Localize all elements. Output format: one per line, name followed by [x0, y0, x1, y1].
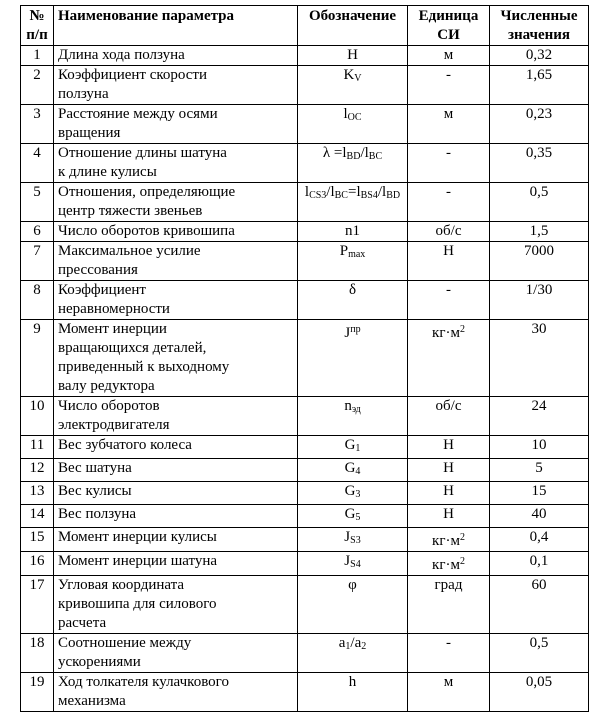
symbol-part: K	[343, 67, 355, 83]
parameter-name: Отношение длины шатуна к длине кулисы	[54, 144, 298, 183]
table-row	[21, 242, 589, 281]
table-row	[21, 105, 589, 144]
parameter-value: 5	[490, 459, 589, 482]
symbol-part: P	[339, 243, 349, 259]
parameter-name: Момент инерции шатуна	[54, 552, 298, 576]
row-number: 13	[21, 482, 54, 505]
parameter-symbol	[298, 436, 408, 459]
symbol-part: δ	[348, 282, 357, 298]
parameter-unit: м	[408, 673, 490, 712]
unit-part: 2	[459, 556, 465, 567]
parameter-value: 1,65	[490, 66, 589, 105]
parameter-symbol	[298, 242, 408, 281]
table-row	[21, 634, 589, 673]
parameter-value: 0,1	[490, 552, 589, 576]
unit-part: кг·м	[432, 533, 460, 549]
parameter-value: 0,5	[490, 183, 589, 222]
symbol-part: G	[344, 437, 356, 453]
symbol-part: G	[344, 506, 356, 522]
parameter-value: 0,5	[490, 634, 589, 673]
parameter-symbol	[298, 320, 408, 397]
header-value: Численные значения	[490, 6, 589, 46]
row-number: 2	[21, 66, 54, 105]
parameter-unit: -	[408, 183, 490, 222]
symbol-part: 5	[355, 512, 361, 523]
row-number: 10	[21, 397, 54, 436]
symbol-part: S4	[350, 559, 361, 570]
parameter-name: Вес ползуна	[54, 505, 298, 528]
parameter-name: Соотношение между ускорениями	[54, 634, 298, 673]
unit-part: кг·м	[432, 325, 460, 341]
parameter-value: 15	[490, 482, 589, 505]
parameter-name: Ход толкателя кулачкового механизма	[54, 673, 298, 712]
symbol-part: эд	[351, 404, 361, 415]
table-body	[21, 46, 589, 712]
parameter-symbol	[298, 66, 408, 105]
parameter-name: Коэффициент скорости ползуна	[54, 66, 298, 105]
parameter-name: Число оборотов кривошипа	[54, 222, 298, 242]
parameter-symbol	[298, 222, 408, 242]
parameter-name: Момент инерции кулисы	[54, 528, 298, 552]
row-number: 7	[21, 242, 54, 281]
parameter-value: 7000	[490, 242, 589, 281]
header-name: Наименование параметра	[54, 6, 298, 46]
parameter-unit: Н	[408, 436, 490, 459]
unit-part: 2	[459, 324, 465, 335]
row-number: 12	[21, 459, 54, 482]
table-header-row	[21, 6, 589, 46]
parameter-symbol	[298, 46, 408, 66]
parameter-name: Вес кулисы	[54, 482, 298, 505]
row-number: 11	[21, 436, 54, 459]
row-number: 9	[21, 320, 54, 397]
table-row	[21, 436, 589, 459]
symbol-part: J	[344, 553, 351, 569]
table-row	[21, 222, 589, 242]
symbol-part: G	[344, 460, 356, 476]
parameter-unit: м	[408, 46, 490, 66]
symbol-part: 2	[361, 641, 367, 652]
table-row	[21, 397, 589, 436]
table-row	[21, 505, 589, 528]
symbol-part: 1	[345, 641, 351, 652]
parameter-symbol	[298, 397, 408, 436]
parameter-value: 1/30	[490, 281, 589, 320]
row-number: 15	[21, 528, 54, 552]
header-unit: Единица СИ	[408, 6, 490, 46]
row-number: 3	[21, 105, 54, 144]
parameter-value: 0,32	[490, 46, 589, 66]
parameter-value: 0,35	[490, 144, 589, 183]
parameter-value: 0,4	[490, 528, 589, 552]
table-row	[21, 183, 589, 222]
row-number: 18	[21, 634, 54, 673]
parameter-symbol	[298, 105, 408, 144]
table-row	[21, 459, 589, 482]
table-row	[21, 552, 589, 576]
parameter-unit	[408, 320, 490, 397]
parameter-unit: Н	[408, 482, 490, 505]
parameter-unit: об/с	[408, 397, 490, 436]
parameter-symbol	[298, 459, 408, 482]
symbol-part: λ =l	[322, 145, 347, 161]
parameter-name: Вес зубчатого колеса	[54, 436, 298, 459]
table-row	[21, 144, 589, 183]
unit-part: 2	[459, 532, 465, 543]
symbol-part: CS3	[309, 190, 327, 201]
symbol-part: BS4	[360, 190, 378, 201]
row-number: 5	[21, 183, 54, 222]
symbol-part: BC	[334, 190, 348, 201]
parameter-symbol	[298, 673, 408, 712]
table-row	[21, 320, 589, 397]
symbol-part: OC	[347, 112, 362, 123]
parameter-name: Угловая координата кривошипа для силового расчета	[54, 576, 298, 634]
symbol-part: =l	[347, 184, 361, 200]
table-row	[21, 576, 589, 634]
symbol-part: BC	[368, 151, 383, 162]
row-number: 1	[21, 46, 54, 66]
symbol-part: l	[304, 184, 310, 200]
parameter-unit: Н	[408, 459, 490, 482]
parameters-table	[20, 5, 589, 712]
parameter-unit: м	[408, 105, 490, 144]
table-row	[21, 281, 589, 320]
table-row	[21, 673, 589, 712]
symbol-part: /l	[326, 184, 335, 200]
symbol-part: h	[348, 674, 357, 690]
parameter-symbol	[298, 281, 408, 320]
parameter-name: Отношения, определяющие центр тяжести звеньев	[54, 183, 298, 222]
parameter-symbol	[298, 144, 408, 183]
row-number: 14	[21, 505, 54, 528]
table-row	[21, 66, 589, 105]
symbol-part: /l	[377, 184, 387, 200]
parameter-name: Максимальное усилие прессования	[54, 242, 298, 281]
parameter-unit: Н	[408, 505, 490, 528]
parameter-unit: Н	[408, 242, 490, 281]
symbol-part: a	[338, 635, 346, 651]
parameter-unit: -	[408, 634, 490, 673]
parameter-value: 10	[490, 436, 589, 459]
row-number: 4	[21, 144, 54, 183]
symbol-part: BD	[386, 190, 401, 201]
header-num: № п/п	[21, 6, 54, 46]
unit-part: кг·м	[432, 557, 460, 573]
table-row	[21, 528, 589, 552]
symbol-part: G	[344, 483, 356, 499]
symbol-part: S3	[350, 535, 361, 546]
parameter-unit: -	[408, 144, 490, 183]
parameter-unit: -	[408, 281, 490, 320]
parameter-unit: град	[408, 576, 490, 634]
parameter-value: 24	[490, 397, 589, 436]
parameter-symbol	[298, 634, 408, 673]
parameter-value: 0,23	[490, 105, 589, 144]
header-symbol: Обозначение	[298, 6, 408, 46]
symbol-part: φ	[348, 577, 357, 593]
parameter-unit	[408, 528, 490, 552]
symbol-part: J	[344, 325, 351, 341]
symbol-part: пр	[350, 324, 361, 335]
parameter-name: Расстояние между осями вращения	[54, 105, 298, 144]
row-number: 6	[21, 222, 54, 242]
symbol-part: 4	[355, 466, 361, 477]
table-row	[21, 482, 589, 505]
symbol-part: V	[354, 73, 362, 84]
parameter-name: Вес шатуна	[54, 459, 298, 482]
symbol-part: n	[344, 398, 352, 414]
symbol-part: 3	[355, 489, 361, 500]
parameter-value: 60	[490, 576, 589, 634]
row-number: 8	[21, 281, 54, 320]
symbol-part: /a	[350, 635, 362, 651]
symbol-part: /l	[360, 145, 369, 161]
parameter-name: Число оборотов электродвигателя	[54, 397, 298, 436]
parameter-name: Коэффициент неравномерности	[54, 281, 298, 320]
parameter-symbol	[298, 528, 408, 552]
parameter-name: Момент инерции вращающихся деталей, приведенный к выходному валу редуктора	[54, 320, 298, 397]
symbol-part: n1	[345, 223, 360, 239]
parameter-unit: -	[408, 66, 490, 105]
parameter-unit	[408, 552, 490, 576]
parameter-symbol	[298, 576, 408, 634]
parameter-name: Длина хода ползуна	[54, 46, 298, 66]
symbol-part: BD	[346, 151, 361, 162]
parameter-value: 1,5	[490, 222, 589, 242]
parameter-value: 30	[490, 320, 589, 397]
symbol-part: l	[343, 106, 348, 122]
parameter-symbol	[298, 505, 408, 528]
parameter-unit: об/с	[408, 222, 490, 242]
symbol-part: J	[344, 529, 351, 545]
row-number: 16	[21, 552, 54, 576]
symbol-part: 1	[355, 443, 361, 454]
parameter-value: 40	[490, 505, 589, 528]
row-number: 19	[21, 673, 54, 712]
symbol-part: max	[348, 249, 366, 260]
table-row	[21, 46, 589, 66]
symbol-part: H	[347, 47, 358, 63]
parameter-symbol	[298, 482, 408, 505]
parameter-symbol	[298, 183, 408, 222]
parameter-value: 0,05	[490, 673, 589, 712]
row-number: 17	[21, 576, 54, 634]
parameter-symbol	[298, 552, 408, 576]
